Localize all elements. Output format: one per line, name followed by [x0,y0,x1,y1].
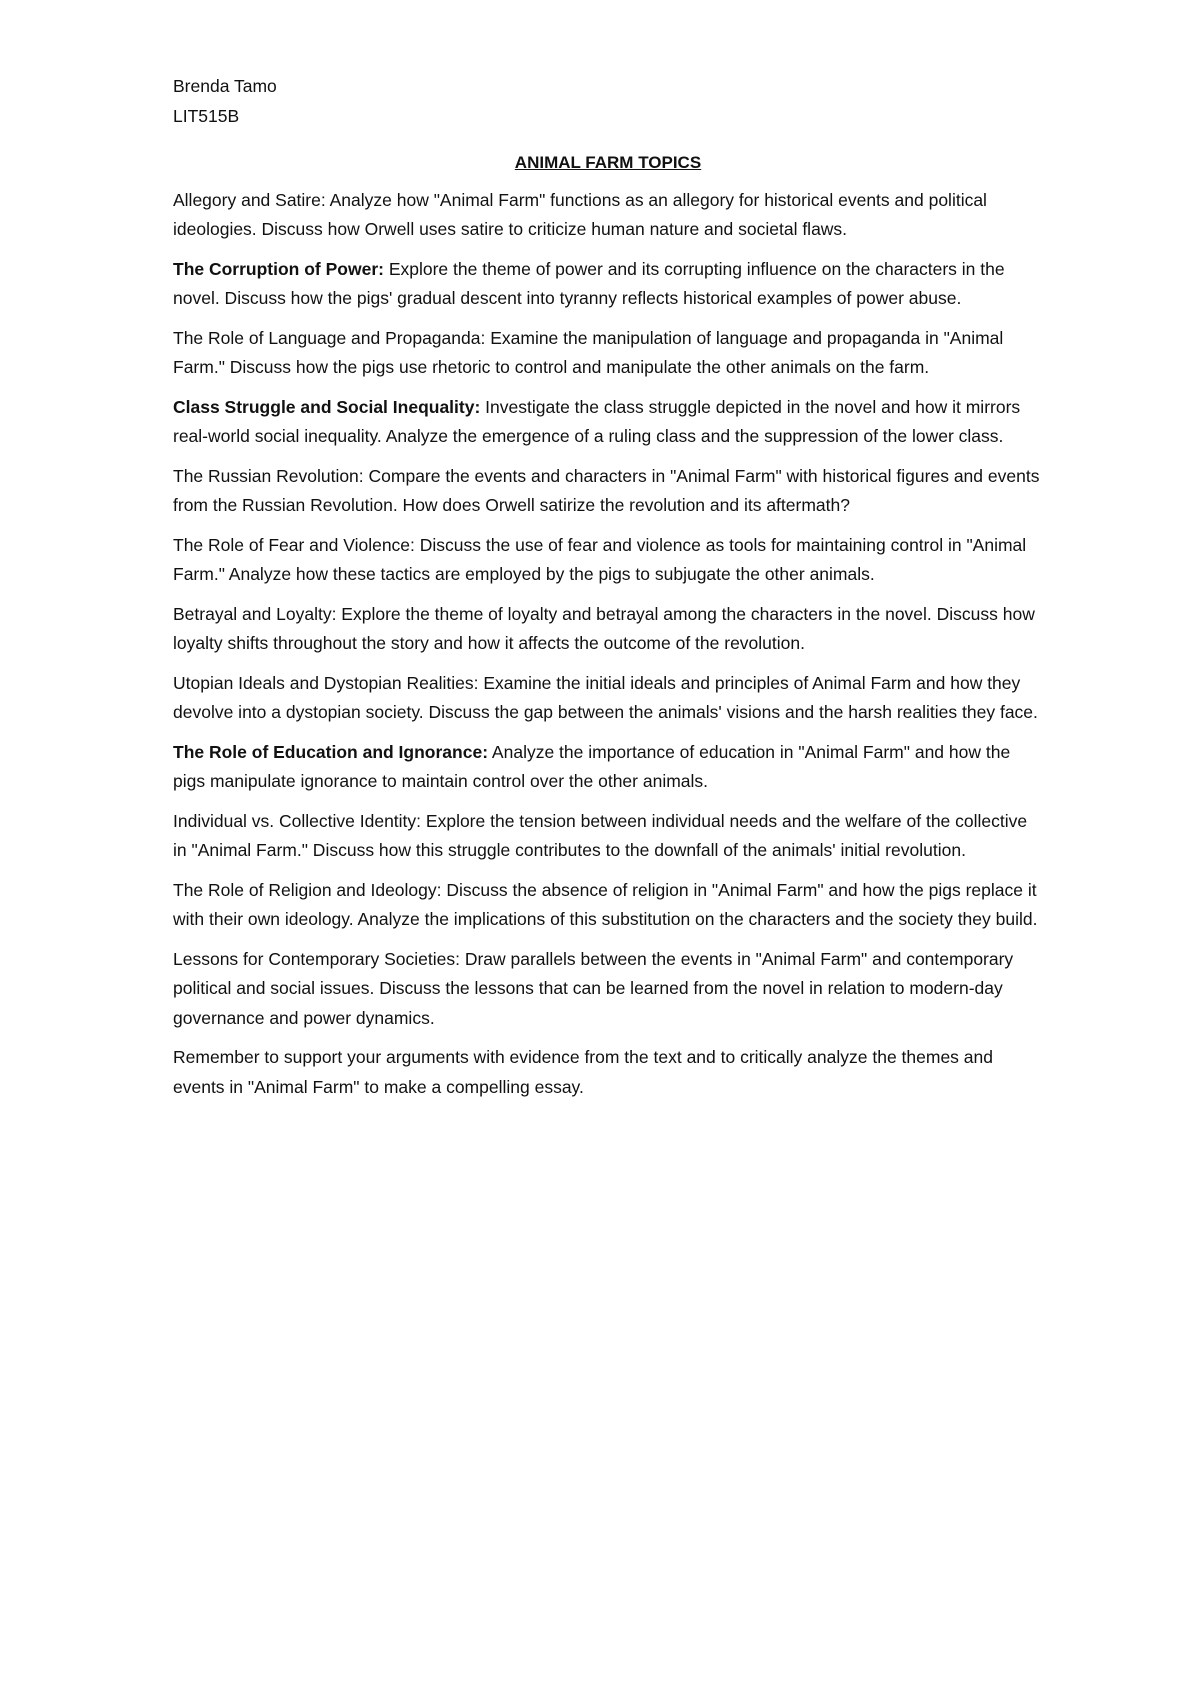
topic-lead: Individual vs. Collective Identity: [173,810,422,831]
topic-text: Analyze the importance of education in "Animal Farm" and how the pigs manipulate ignorance to maintain control over the other animals. [173,741,1011,791]
document-title: ANIMAL FARM TOPICS [514,153,702,172]
topic-lead: Betrayal and Loyalty: [173,603,337,624]
topic-text: Explore the theme of loyalty and betrayal among the characters in the novel. Discuss how loyalty shifts throughout the story and how it affects the outcome of the revolution. [173,603,1035,653]
course-code: LIT515B [173,105,240,126]
author-name: Brenda Tamo [173,76,277,96]
topic-paragraph [173,186,1043,245]
topic-lead: The Russian Revolution: [173,465,364,486]
topic-text: Explore the tension between individual needs and the welfare of the collective in "Animal Farm." Discuss how this struggle contributes to the downfall of the animals' initial revolution. [173,810,1028,860]
topic-paragraph [173,324,1043,383]
topic-paragraph [173,600,1043,659]
topic-lead: Lessons for Contemporary Societies: [173,948,460,969]
topic-paragraph [173,255,1043,314]
topic-lead: Class Struggle and Social Inequality: [173,396,481,417]
topic-text: Investigate the class struggle depicted in the novel and how it mirrors real-world social inequality. Analyze the emergence of a ruling class and the suppression of the lower class. [173,396,1021,446]
topic-lead: Allegory and Satire: [173,189,326,210]
topics-list [173,186,1043,1103]
topic-paragraph [173,807,1043,866]
closing-text: Remember to support your arguments with evidence from the text and to critically analyze the themes and events in "Animal Farm" to make a compelling essay. [173,1047,993,1097]
topic-text: Explore the theme of power and its corrupting influence on the characters in the novel. Discuss how the pigs' gradual descent into tyranny reflects historical examples of power abuse. [173,258,1005,308]
topic-lead: The Role of Language and Propaganda: [173,327,486,348]
topic-paragraph [173,945,1043,1034]
topic-text: Examine the initial ideals and principles of Animal Farm and how they devolve into a dystopian society. Discuss the gap between the animals' visions and the harsh realities they face. [173,672,1038,722]
topic-paragraph [173,738,1043,797]
topic-lead: The Corruption of Power: [173,258,384,279]
closing-paragraph [173,1043,1043,1102]
topic-lead: The Role of Education and Ignorance: [173,741,489,762]
topic-paragraph [173,393,1043,452]
topic-text: Discuss the absence of religion in "Animal Farm" and how the pigs replace it with their own ideology. Analyze the implications of this substitution on the characters and the society they build. [173,879,1038,929]
topic-lead: The Role of Religion and Ideology: [173,879,442,900]
document-page [173,72,1043,1112]
topic-text: Examine the manipulation of language and propaganda in "Animal Farm." Discuss how the pigs use rhetoric to control and manipulate the other animals on the farm. [173,327,1004,377]
topic-text: Discuss the use of fear and violence as tools for maintaining control in "Animal Farm." Analyze how these tactics are employed by the pigs to subjugate the other animals. [173,534,1027,584]
topic-text: Draw parallels between the events in "Animal Farm" and contemporary political and social issues. Discuss the lessons that can be learned from the novel in relation to modern-day governance and power dynamics. [173,948,1014,1028]
topic-paragraph [173,876,1043,935]
topic-paragraph [173,462,1043,521]
topic-text: Analyze how "Animal Farm" functions as an allegory for historical events and political ideologies. Discuss how Orwell uses satire to criticize human nature and societal flaws. [173,189,987,239]
topic-paragraph [173,531,1043,590]
topic-paragraph [173,669,1043,728]
topic-lead: The Role of Fear and Violence: [173,534,415,555]
topic-text: Compare the events and characters in "Animal Farm" with historical figures and events from the Russian Revolution. How does Orwell satirize the revolution and its aftermath? [173,465,1040,515]
topic-lead: Utopian Ideals and Dystopian Realities: [173,672,479,693]
